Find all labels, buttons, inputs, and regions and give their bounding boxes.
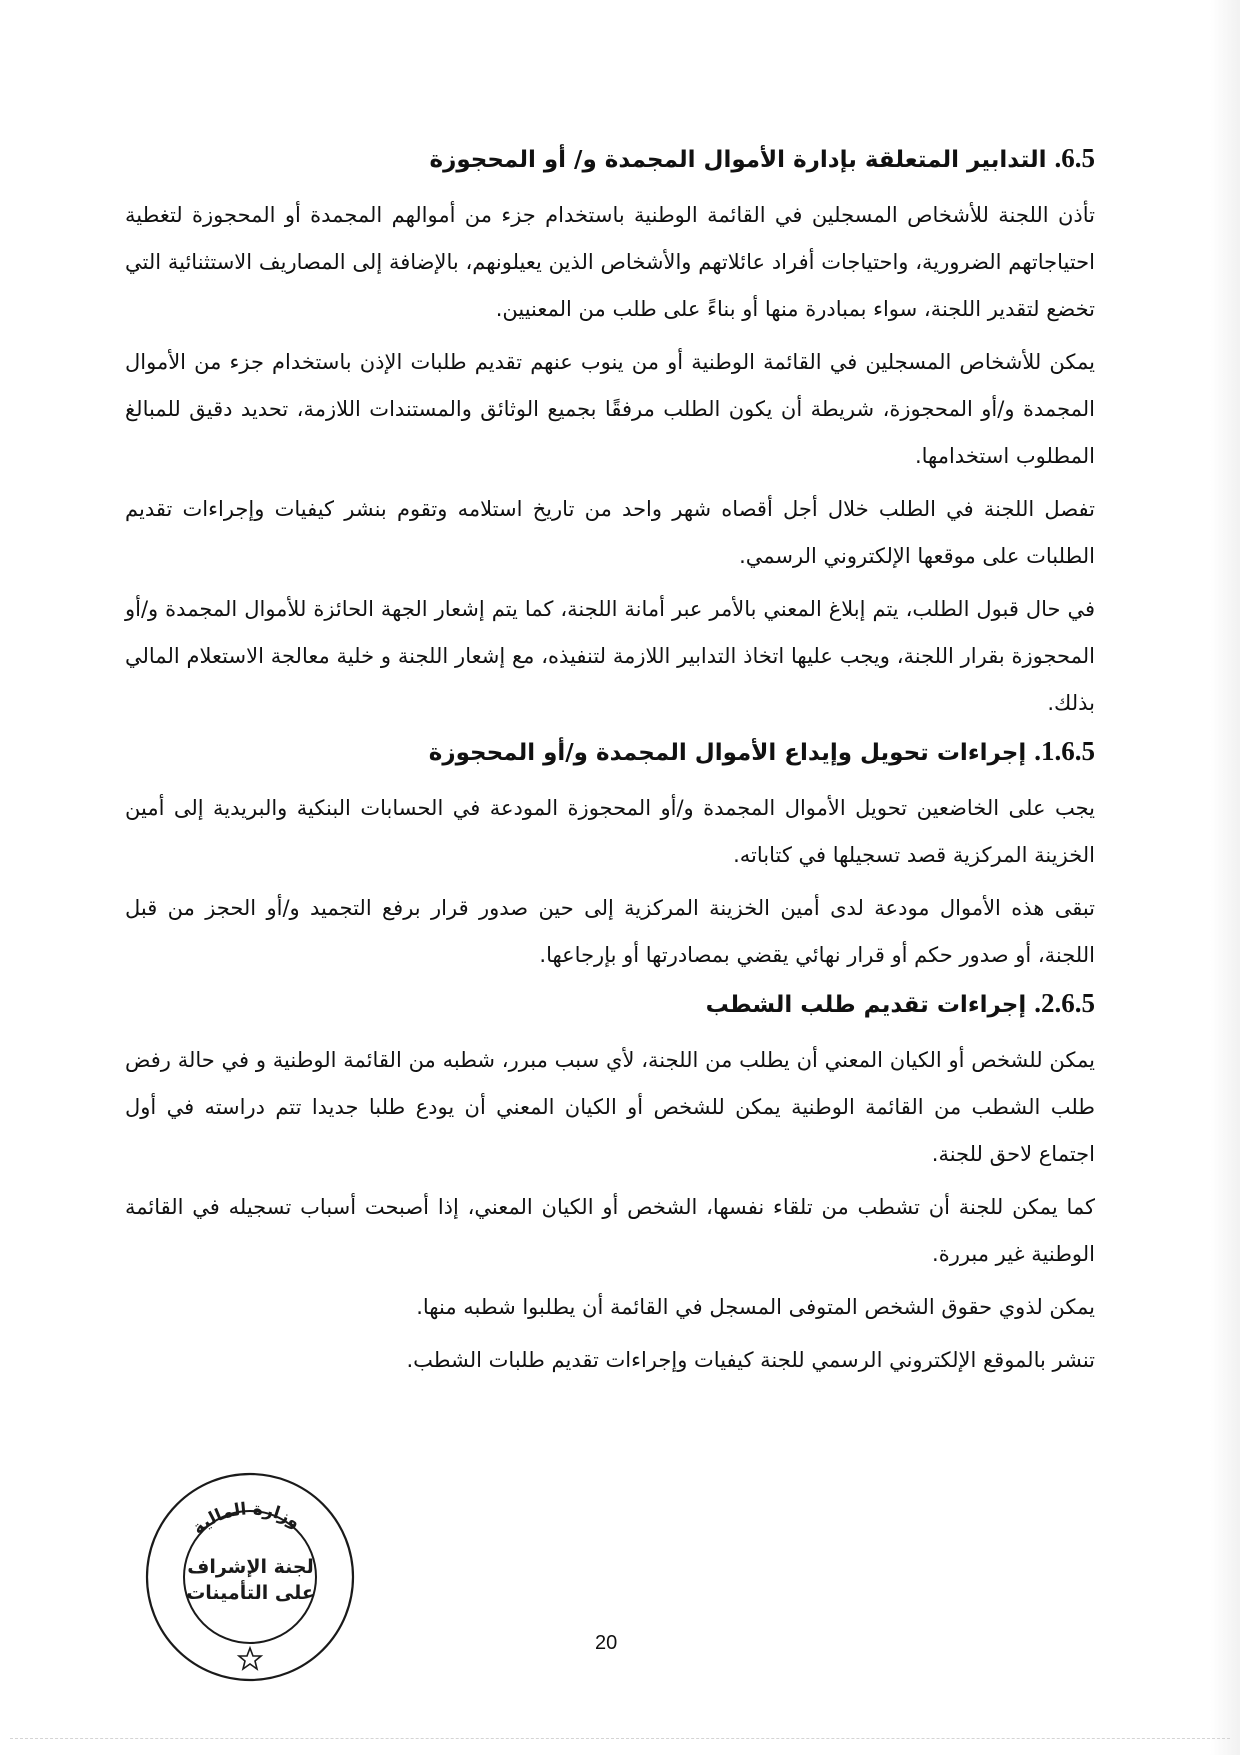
stamp-outer-text: وزارة المالية xyxy=(188,1499,304,1539)
section-heading-2-6-5 xyxy=(125,985,1095,1023)
section-heading-1-6-5 xyxy=(125,733,1095,771)
paragraph: يمكن لذوي حقوق الشخص المتوفى المسجل في القائمة أن يطلبوا شطبه منها. xyxy=(416,1295,1095,1319)
section-heading-6-5 xyxy=(125,140,1095,178)
section-title: إجراءات تحويل وإيداع الأموال المجمدة و/أو المحجوزة xyxy=(428,740,1027,766)
section-title: التدابير المتعلقة بإدارة الأموال المجمدة و/ أو المحجوزة xyxy=(429,147,1047,173)
stamp-line-1: لجنة الإشراف xyxy=(187,1556,314,1578)
paragraph: تنشر بالموقع الإلكتروني الرسمي للجنة كيفيات وإجراءات تقديم طلبات الشطب. xyxy=(406,1348,1095,1372)
paragraph: يجب على الخاضعين تحويل الأموال المجمدة و/أو المحجوزة المودعة في الحسابات البنكية والبريدية إلى أمين الخزينة المركزية قصد تسجيلها في كتاباته. xyxy=(125,796,1095,867)
paragraph: كما يمكن للجنة أن تشطب من تلقاء نفسها، الشخص أو الكيان المعني، إذا أصبحت أسباب تسجيله في القائمة الوطنية غير مبررة. xyxy=(125,1195,1095,1266)
star-icon xyxy=(239,1648,261,1669)
stamp-inner-text xyxy=(143,1554,358,1606)
paragraph: تفصل اللجنة في الطلب خلال أجل أقصاه شهر واحد من تاريخ استلامه وتقوم بنشر كيفيات وإجراءات تقديم الطلبات على موقعها الإلكتروني الرسمي. xyxy=(125,497,1095,568)
paragraph: تأذن اللجنة للأشخاص المسجلين في القائمة الوطنية باستخدام جزء من أموالهم المجمدة أو المحجوزة لتغطية احتياجاتهم الضرورية، واحتياجات أفراد عائلاتهم والأشخاص الذين يعيلونهم، بالإضافة إلى المصاريف الاستثنائية التي تخضع لتقدير اللجنة، سواء بمبادرة منها أو بناءً على طلب من المعنيين. xyxy=(125,203,1095,321)
section-number: 1.6.5. xyxy=(1034,736,1095,766)
paragraph: في حال قبول الطلب، يتم إبلاغ المعني بالأمر عبر أمانة اللجنة، كما يتم إشعار الجهة الحائزة للأموال المجمدة و/أو المحجوزة بقرار اللجنة، ويجب عليها اتخاذ التدابير اللازمة لتنفيذه، مع إشعار اللجنة و خلية معالجة الاستعلام المالي بذلك. xyxy=(125,597,1095,715)
page-number: 20 xyxy=(595,1632,618,1654)
official-stamp xyxy=(143,1470,358,1685)
svg-text:وزارة المالية xyxy=(189,1499,304,1538)
paragraph: يمكن للأشخاص المسجلين في القائمة الوطنية أو من ينوب عنهم تقديم طلبات الإذن باستخدام جزء من الأموال المجمدة و/أو المحجوزة، شريطة أن يكون الطلب مرفقًا بجميع الوثائق والمستندات اللازمة، تحديد دقيق للمبالغ المطلوب استخدامها. xyxy=(125,350,1095,468)
scan-bottom-line xyxy=(10,1738,1230,1739)
stamp-line-2: على التأمينات xyxy=(186,1582,315,1604)
paragraph: تبقى هذه الأموال مودعة لدى أمين الخزينة المركزية إلى حين صدور قرار برفع التجميد و/أو الحجز من قبل اللجنة، أو صدور حكم أو قرار نهائي يقضي بمصادرتها أو بإرجاعها. xyxy=(125,896,1095,967)
document-body xyxy=(125,140,1095,1390)
section-number: 6.5. xyxy=(1054,143,1095,173)
scan-edge-shadow xyxy=(1210,0,1240,1755)
section-number: 2.6.5. xyxy=(1034,988,1095,1018)
section-title: إجراءات تقديم طلب الشطب xyxy=(705,992,1027,1018)
paragraph: يمكن للشخص أو الكيان المعني أن يطلب من اللجنة، لأي سبب مبرر، شطبه من القائمة الوطنية و في حالة رفض طلب الشطب من القائمة الوطنية يمكن للشخص أو الكيان المعني أن يودع طلبا جديدا تتم دراسته في أول اجتماع لاحق للجنة. xyxy=(125,1048,1095,1166)
